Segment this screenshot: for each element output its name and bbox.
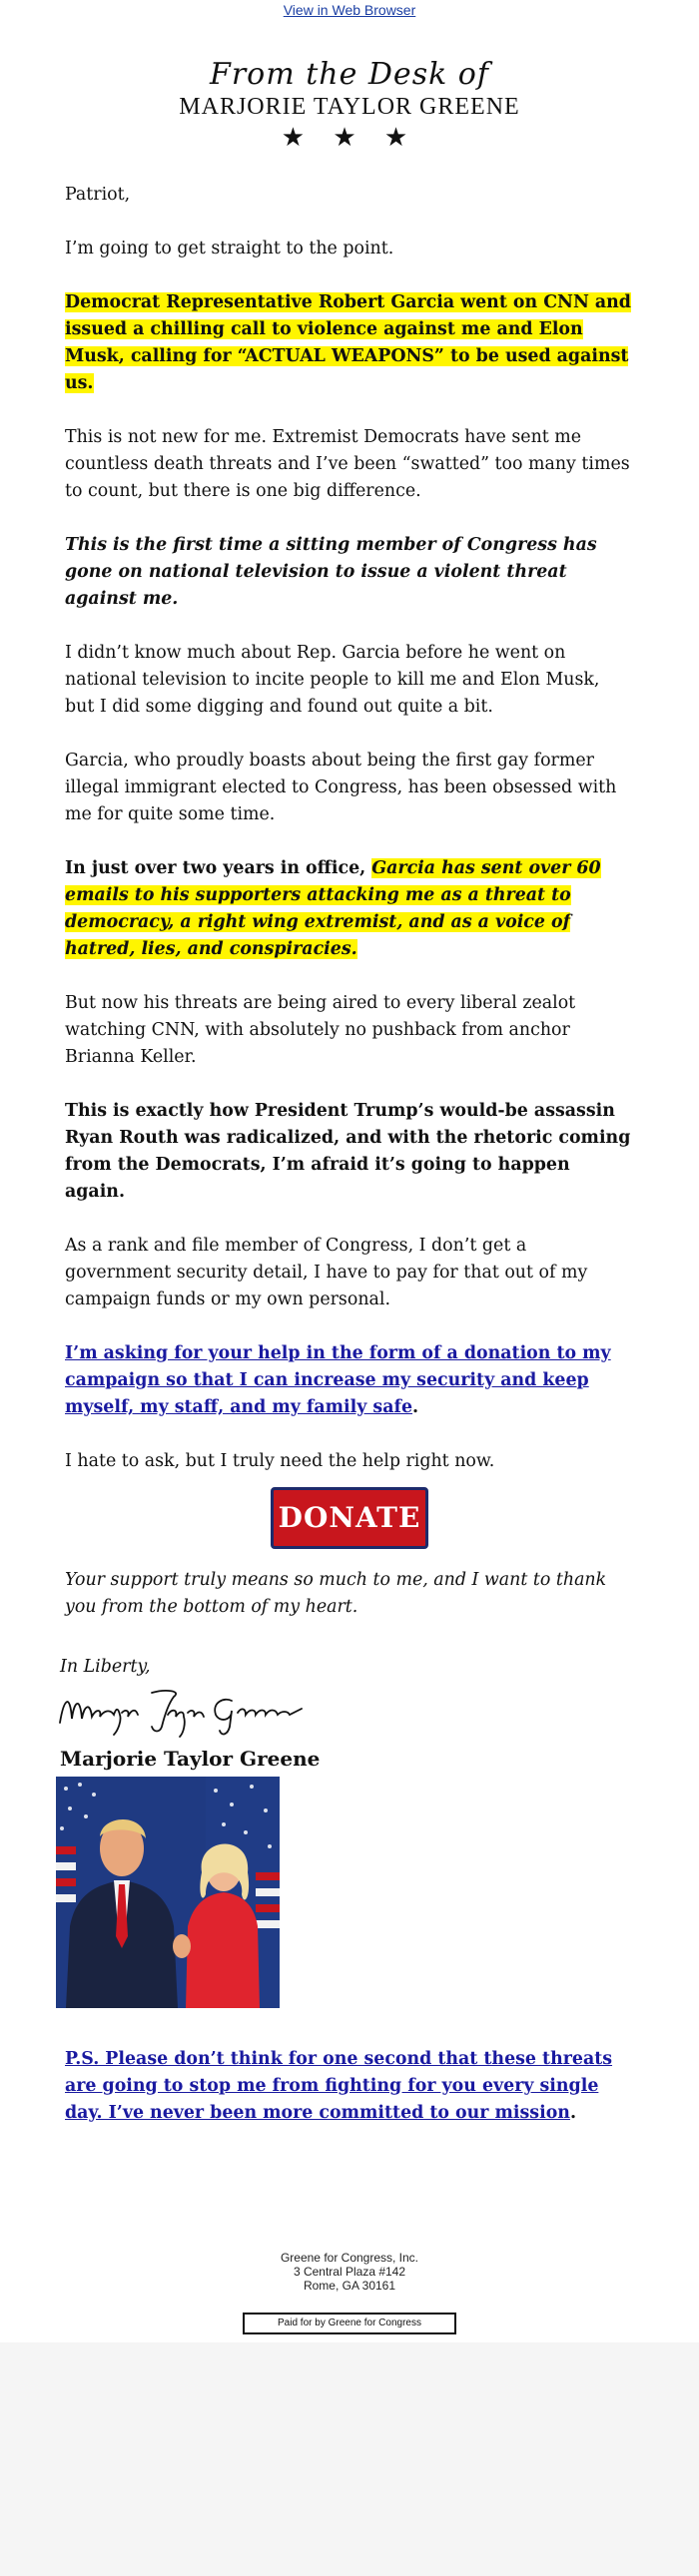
paid-for-disclaimer: Paid for by Greene for Congress [243, 2313, 456, 2334]
paragraph-12: I hate to ask, but I truly need the help right now. [65, 1451, 495, 1471]
paragraph-6: Garcia, who proudly boasts about being the first gay former illegal immigrant elected to Congress, has been obsessed with me for quite some time. [65, 751, 617, 824]
highlighted-text: Democrat Representative Robert Garcia went on CNN and issued a chilling call to violence against me and Elon Musk, calling for “ACTUAL WEAPONS” to be used against us. [65, 292, 631, 393]
paragraph-7 [65, 855, 634, 963]
donate-button[interactable]: DONATE [271, 1487, 428, 1549]
paragraph-3: This is not new for me. Extremist Democrats have sent me countless death threats and I’ve been “swatted” too many times to count, but there is one big difference. [65, 427, 630, 501]
footer-address-line-1: 3 Central Plaza #142 [293, 2265, 406, 2279]
highlighted-text: Garcia has sent over 60 emails to his supporters attacking me as a threat to democracy, a right wing extremist, and as a voice of hatred, lies, and conspiracies. [65, 858, 601, 959]
ps-section [0, 2046, 699, 2127]
paragraph-4: This is the first time a sitting member of Congress has gone on national television to issue a violent threat against me. [65, 535, 597, 609]
footer-address-line-2: Rome, GA 30161 [303, 2279, 396, 2293]
view-in-browser-link[interactable]: View in Web Browser [283, 2, 416, 18]
signoff [0, 1657, 699, 1771]
period: . [412, 1397, 419, 1417]
handwritten-signature [56, 1679, 699, 1741]
closing-line: In Liberty, [60, 1657, 151, 1677]
paragraph-5: I didn’t know much about Rep. Garcia before he went on national television to incite people to kill me and Elon Musk, but I did some digging and found out quite a bit. [65, 643, 600, 717]
paragraph-7-lead: In just over two years in office, [65, 858, 372, 878]
masthead-name: MARJORIE TAYLOR GREENE [179, 94, 520, 120]
signature-image [56, 1679, 306, 1741]
paragraph-1: I’m going to get straight to the point. [65, 239, 394, 258]
period: . [569, 2103, 577, 2123]
masthead-script-title: From the Desk of [210, 57, 489, 92]
greeting: Patriot, [65, 185, 131, 205]
donation-request-link[interactable]: I’m asking for your help in the form of a donation to my campaign so that I can increase my security and keep myself, my staff, and my family safe [65, 1343, 611, 1417]
letter-body [0, 182, 699, 1621]
top-bar [0, 0, 699, 20]
donate-section [65, 1487, 634, 1549]
candidate-photo [56, 1777, 280, 2008]
paragraph-8: But now his threats are being aired to every liberal zealot watching CNN, with absolutely no pushback from anchor Brianna Keller. [65, 993, 576, 1067]
paragraph-13: Your support truly means so much to me, and I want to thank you from the bottom of my heart. [65, 1570, 607, 1617]
photo-image [56, 1777, 280, 2008]
star-icons: ★ ★ ★ [281, 123, 418, 153]
ps-link[interactable]: P.S. Please don’t think for one second that these threats are going to stop me from fighting for you every single day. I’ve never been more committed to our mission [65, 2049, 613, 2123]
footer-org: Greene for Congress, Inc. [280, 2251, 419, 2265]
paragraph-10: As a rank and file member of Congress, I don’t get a government security detail, I have to pay for that out of my campaign funds or my own personal. [65, 1236, 588, 1309]
paragraph-2 [65, 289, 634, 397]
paragraph-11 [65, 1340, 634, 1421]
footer [0, 2251, 699, 2334]
ps-paragraph [65, 2046, 634, 2127]
signature-name: Marjorie Taylor Greene [60, 1747, 321, 1771]
paragraph-9: This is exactly how President Trump’s would-be assassin Ryan Routh was radicalized, and with the rhetoric coming from the Democrats, I’m afraid it’s going to happen again. [65, 1101, 631, 1202]
masthead [0, 58, 699, 152]
